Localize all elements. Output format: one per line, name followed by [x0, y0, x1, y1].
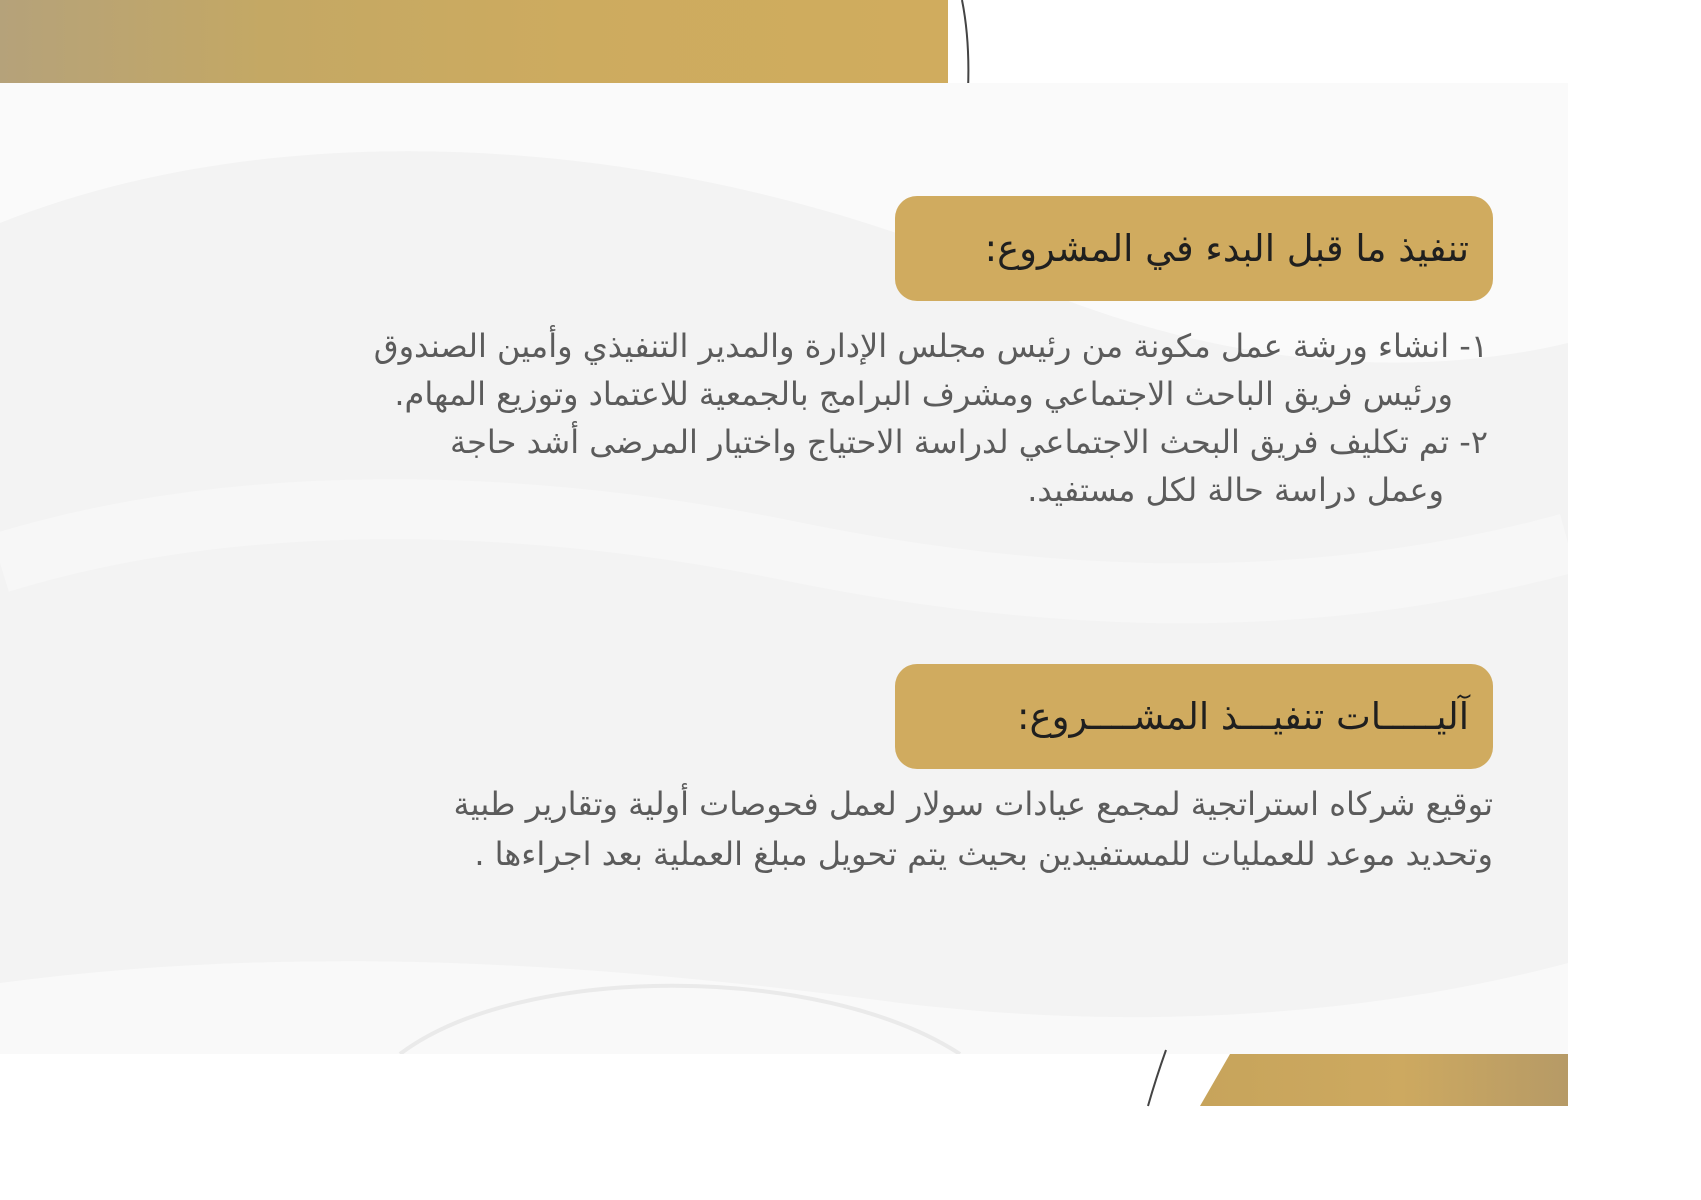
section2-line-2: وتحديد موعد للعمليات للمستفيدين بحيث يتم تحويل مبلغ العملية بعد اجراءها . [474, 835, 1493, 873]
bottom-decorative-band [1200, 1054, 1568, 1106]
section1-line-1: ١- انشاء ورشة عمل مكونة من رئيس مجلس الإدارة والمدير التنفيذي وأمين الصندوق [373, 327, 1488, 365]
section1-title: تنفيذ ما قبل البدء في المشروع: [984, 227, 1469, 270]
section2-line-1: توقيع شركاه استراتجية لمجمع عيادات سولار لعمل فحوصات أولية وتقارير طبية [453, 785, 1493, 823]
top-decorative-curve [940, 0, 1000, 90]
bottom-decorative-curve [1130, 1050, 1180, 1106]
slide-background [0, 83, 1568, 1054]
section1-line-3: ٢- تم تكليف فريق البحث الاجتماعي لدراسة الاحتياج واختيار المرضى أشد حاجة [449, 423, 1488, 461]
section1-line-4: وعمل دراسة حالة لكل مستفيد. [1027, 471, 1444, 509]
top-decorative-band [0, 0, 948, 83]
section2-title: آليـــــات تنفيـــذ المشــــروع: [1017, 695, 1469, 738]
section1-heading-pill [895, 196, 1493, 301]
section1-line-2: ورئيس فريق الباحث الاجتماعي ومشرف البرامج بالجمعية للاعتماد وتوزيع المهام. [394, 375, 1453, 413]
section2-heading-pill [895, 664, 1493, 769]
